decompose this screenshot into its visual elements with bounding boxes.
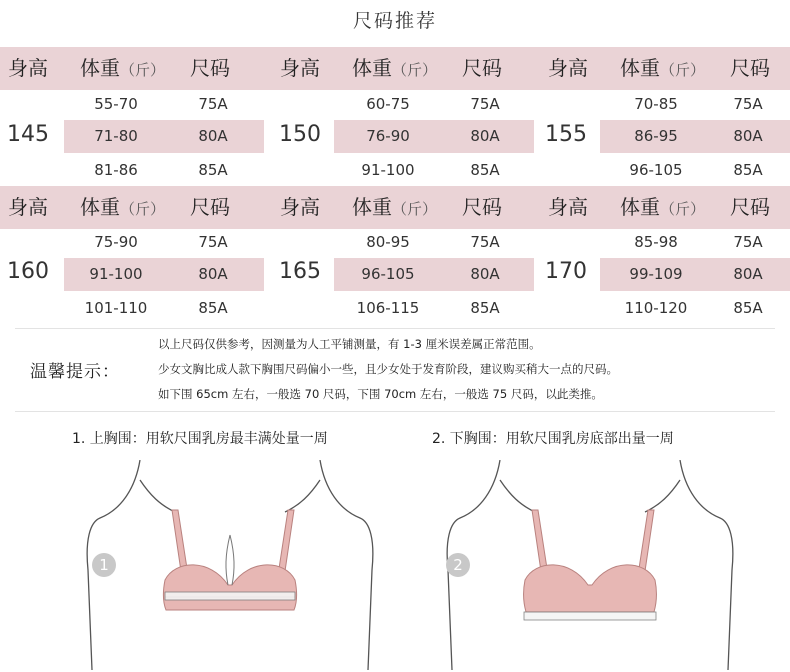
header-size: 尺码 xyxy=(190,195,230,219)
header-height: 身高 xyxy=(8,56,48,80)
header-size: 尺码 xyxy=(462,195,502,219)
size-cell: 80A xyxy=(198,265,228,283)
weight-cell: 71-80 xyxy=(94,127,138,145)
header-weight: 体重（斤） xyxy=(352,56,438,80)
header-size: 尺码 xyxy=(730,195,770,219)
weight-cell: 91-100 xyxy=(89,265,143,283)
size-cell: 80A xyxy=(733,265,763,283)
upper-bust-illustration xyxy=(80,460,380,670)
size-cell: 75A xyxy=(470,233,500,251)
size-cell: 85A xyxy=(733,161,763,179)
tips-label: 温馨提示： xyxy=(30,362,120,382)
size-cell: 75A xyxy=(198,95,228,113)
height-value: 165 xyxy=(279,259,321,284)
weight-cell: 60-75 xyxy=(366,95,410,113)
size-cell: 75A xyxy=(733,233,763,251)
weight-cell: 80-95 xyxy=(366,233,410,251)
height-value: 145 xyxy=(7,122,49,147)
weight-cell: 86-95 xyxy=(634,127,678,145)
weight-cell: 75-90 xyxy=(94,233,138,251)
weight-cell: 101-110 xyxy=(84,299,148,317)
size-cell: 75A xyxy=(198,233,228,251)
header-height: 身高 xyxy=(8,195,48,219)
measure-title-upper: 1. 上胸围：用软尺围乳房最丰满处量一周 xyxy=(72,431,328,447)
page-title: 尺码推荐 xyxy=(352,10,437,32)
header-size: 尺码 xyxy=(462,56,502,80)
header-weight: 体重（斤） xyxy=(620,56,706,80)
height-value: 170 xyxy=(545,259,587,284)
header-weight: 体重（斤） xyxy=(352,195,438,219)
height-value: 160 xyxy=(7,259,49,284)
header-height: 身高 xyxy=(280,56,320,80)
size-cell: 85A xyxy=(470,299,500,317)
size-cell: 80A xyxy=(470,265,500,283)
header-weight: 体重（斤） xyxy=(80,56,166,80)
divider xyxy=(15,411,775,412)
height-value: 155 xyxy=(545,122,587,147)
header-height: 身高 xyxy=(548,195,588,219)
size-cell: 75A xyxy=(470,95,500,113)
header-height: 身高 xyxy=(280,195,320,219)
tip-line: 少女文胸比成人款下胸围尺码偏小一些，且少女处于发育阶段，建议购买稍大一点的尺码。 xyxy=(158,362,618,376)
divider xyxy=(15,328,775,329)
tip-line: 如下围 65cm 左右，一般选 70 尺码，下围 70cm 左右，一般选 75 尺码，以此类推。 xyxy=(158,387,603,401)
size-cell: 80A xyxy=(733,127,763,145)
badge-2-icon: 2 xyxy=(446,553,470,577)
weight-cell: 81-86 xyxy=(94,161,138,179)
weight-cell: 106-115 xyxy=(356,299,420,317)
header-size: 尺码 xyxy=(730,56,770,80)
weight-cell: 96-105 xyxy=(629,161,683,179)
size-cell: 80A xyxy=(470,127,500,145)
tip-line: 以上尺码仅供参考，因测量为人工平铺测量，有 1-3 厘米误差属正常范围。 xyxy=(158,337,541,351)
size-cell: 85A xyxy=(470,161,500,179)
header-height: 身高 xyxy=(548,56,588,80)
weight-cell: 85-98 xyxy=(634,233,678,251)
size-cell: 85A xyxy=(733,299,763,317)
size-cell: 75A xyxy=(733,95,763,113)
height-value: 150 xyxy=(279,122,321,147)
lower-bust-illustration xyxy=(440,460,740,670)
header-weight: 体重（斤） xyxy=(620,195,706,219)
header-weight: 体重（斤） xyxy=(80,195,166,219)
size-cell: 80A xyxy=(198,127,228,145)
weight-cell: 55-70 xyxy=(94,95,138,113)
weight-cell: 110-120 xyxy=(624,299,688,317)
weight-cell: 99-109 xyxy=(629,265,683,283)
weight-cell: 70-85 xyxy=(634,95,678,113)
size-cell: 85A xyxy=(198,161,228,179)
header-size: 尺码 xyxy=(190,56,230,80)
size-cell: 85A xyxy=(198,299,228,317)
weight-cell: 76-90 xyxy=(366,127,410,145)
weight-cell: 96-105 xyxy=(361,265,415,283)
badge-1-icon: 1 xyxy=(92,553,116,577)
weight-cell: 91-100 xyxy=(361,161,415,179)
measure-title-lower: 2. 下胸围：用软尺围乳房底部出量一周 xyxy=(432,431,674,447)
